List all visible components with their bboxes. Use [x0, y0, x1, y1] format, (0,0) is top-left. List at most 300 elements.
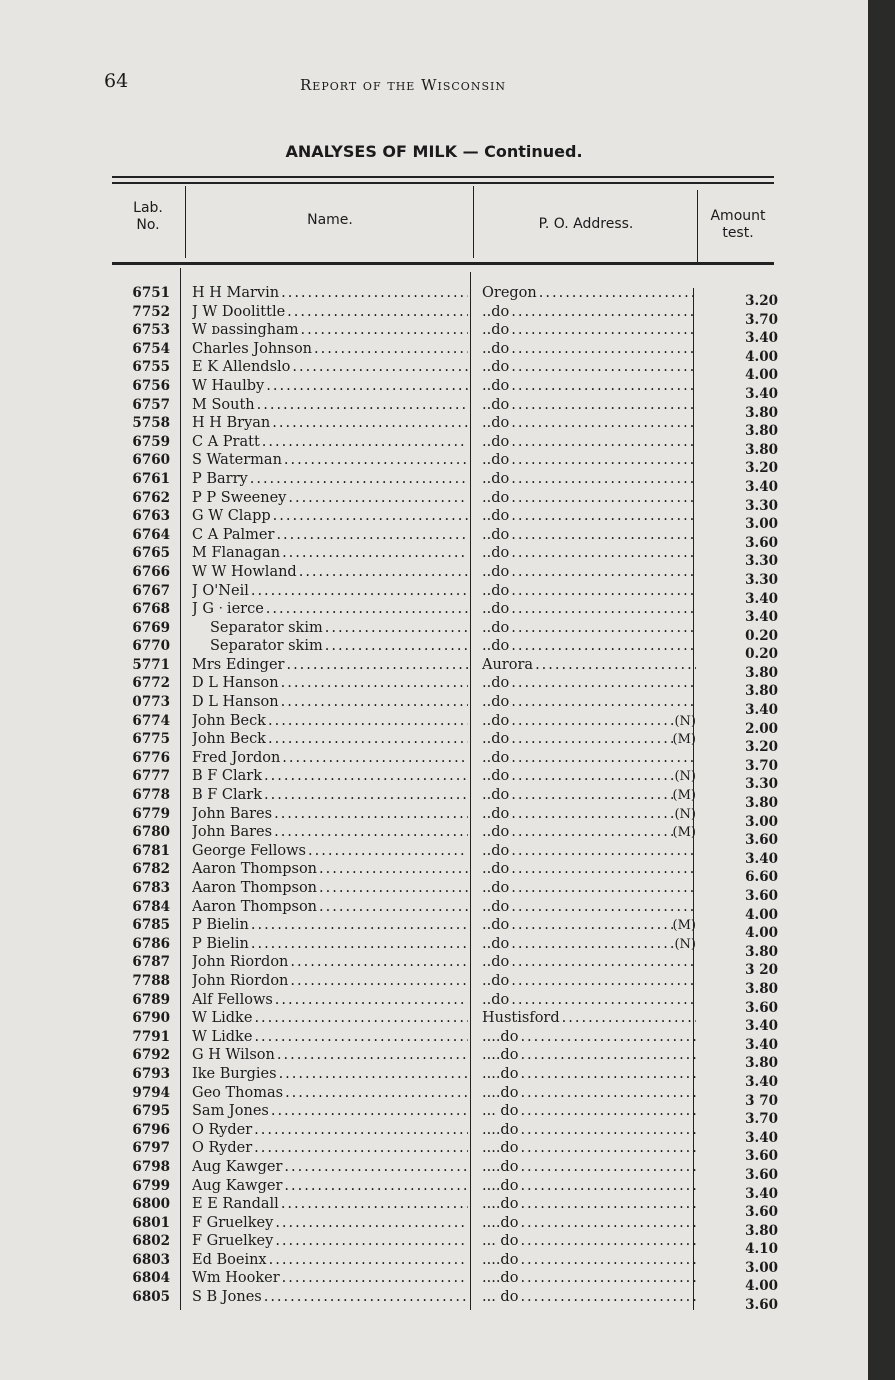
amount-value: 3.30: [745, 497, 778, 514]
name-cell: [192, 303, 468, 322]
dot-leader: [274, 823, 468, 842]
address-cell: [482, 470, 696, 489]
dot-leader: [275, 1214, 468, 1233]
dot-leader: [511, 898, 696, 917]
dot-leader: [520, 1195, 696, 1214]
lab-number: 6799: [132, 1177, 170, 1194]
amount-value: 3.80: [745, 441, 778, 458]
address-text: ..do: [482, 545, 510, 562]
address-cell: [482, 451, 696, 470]
address-text: ..do: [482, 322, 510, 339]
dot-leader: [511, 916, 672, 935]
header-amount-line2: test.: [722, 225, 754, 241]
amount-value: 3.80: [745, 404, 778, 421]
name-text: Aaron Thompson: [192, 880, 318, 896]
dot-leader: [284, 1158, 468, 1177]
header-bottom-rule: [112, 262, 774, 265]
name-text: G H Wilson: [192, 1047, 275, 1064]
name-text: O Ryder: [192, 1140, 253, 1157]
address-cell: [482, 767, 696, 786]
dot-leader: [277, 1046, 468, 1065]
header-lab-no: [116, 200, 180, 234]
amount-value: 0.20: [745, 627, 778, 644]
dot-leader: [264, 786, 468, 805]
dot-leader: [520, 1232, 696, 1251]
name-cell: [192, 470, 468, 489]
lab-number: 6759: [132, 433, 170, 450]
address-text: ..do: [482, 359, 510, 376]
lab-number: 6797: [132, 1140, 170, 1157]
address-cell: [482, 358, 696, 377]
name-text: Charles Johnson: [192, 340, 313, 357]
name-text: George Fellows: [192, 842, 307, 859]
lab-number: 6803: [132, 1251, 170, 1268]
amount-value: 3.30: [745, 571, 778, 588]
amount-value: 3.60: [745, 1148, 778, 1165]
lab-number: 6793: [132, 1065, 170, 1082]
dot-leader: [257, 396, 468, 415]
milking-tag: (N): [674, 806, 696, 822]
amount-value: 3.80: [745, 943, 778, 960]
name-cell: [192, 767, 468, 786]
address-text: ..do: [482, 489, 510, 506]
address-cell: [482, 712, 696, 731]
address-cell: [482, 1269, 696, 1288]
dot-leader: [511, 953, 696, 972]
address-cell: [482, 637, 696, 656]
name-text: P Bielin: [192, 917, 249, 934]
dot-leader: [268, 712, 468, 731]
amount-value: 3.60: [745, 1204, 778, 1221]
lab-number: 6790: [132, 1010, 170, 1027]
amount-value: 3.60: [745, 832, 778, 849]
milking-tag: (M): [672, 918, 696, 934]
amount-value: 3.40: [745, 1073, 778, 1090]
address-cell: [482, 582, 696, 601]
dot-leader: [254, 1009, 468, 1028]
dot-leader: [511, 544, 696, 563]
dot-leader: [282, 1269, 468, 1288]
dot-leader: [251, 935, 468, 954]
lab-number: 6756: [132, 377, 170, 394]
address-cell: [482, 1065, 696, 1084]
address-cell: [482, 1009, 696, 1028]
name-text: J G ᐧ ierce: [192, 601, 264, 618]
dot-leader: [281, 284, 468, 303]
milking-tag: (N): [674, 936, 696, 952]
address-text: ... do: [482, 1289, 519, 1306]
header-amount: [700, 208, 776, 242]
address-cell: [482, 544, 696, 563]
dot-leader: [511, 507, 696, 526]
lab-number: 6764: [132, 526, 170, 543]
dot-leader: [284, 1177, 468, 1196]
dot-leader: [290, 972, 468, 991]
header-name: Name.: [307, 212, 353, 228]
lab-number: 7788: [132, 972, 170, 989]
name-cell: [192, 935, 468, 954]
dot-leader: [520, 1065, 696, 1084]
name-cell: [192, 489, 468, 508]
name-cell: [192, 1121, 468, 1140]
dot-leader: [520, 1288, 696, 1307]
dot-leader: [275, 991, 468, 1010]
address-cell: [482, 656, 696, 675]
address-text: ..do: [482, 452, 510, 469]
dot-leader: [511, 842, 696, 861]
address-text: ..do: [482, 582, 510, 599]
address-text: ....do: [482, 1047, 519, 1064]
amount-value: 3.40: [745, 702, 778, 719]
address-cell: [482, 1232, 696, 1251]
name-cell: [192, 749, 468, 768]
amount-value: 3.60: [745, 888, 778, 904]
name-cell: [192, 730, 468, 749]
lab-number: 6783: [132, 880, 170, 896]
dot-leader: [520, 1177, 696, 1196]
dot-leader: [268, 730, 468, 749]
amount-value: 3 70: [745, 1092, 778, 1109]
dot-leader: [511, 805, 674, 824]
name-cell: [192, 693, 468, 712]
header-lab-line2: No.: [136, 217, 160, 233]
address-column: [482, 284, 696, 1307]
address-text: Oregon: [482, 285, 537, 301]
dot-leader: [301, 321, 468, 340]
lab-number: 6768: [132, 601, 170, 618]
amount-column: [700, 292, 778, 1315]
name-text: P Bielin: [192, 935, 249, 952]
address-cell: [482, 916, 696, 935]
address-cell: [482, 842, 696, 861]
header-amount-line1: Amount: [710, 208, 766, 224]
dot-leader: [511, 526, 696, 545]
name-text: John Riordon: [192, 954, 289, 971]
address-text: ..do: [482, 377, 510, 394]
lab-number: 6787: [132, 954, 170, 971]
lab-number: 6792: [132, 1047, 170, 1064]
dot-leader: [511, 321, 696, 340]
name-cell: [192, 953, 468, 972]
name-cell: [192, 842, 468, 861]
amount-value: 3.40: [745, 850, 778, 867]
body-divider-1: [180, 268, 181, 1310]
address-cell: [482, 284, 696, 303]
dot-leader: [511, 358, 696, 377]
name-text: J W Doolittle: [192, 303, 286, 320]
address-text: ..do: [482, 415, 510, 432]
address-cell: [482, 786, 696, 805]
lab-number: 6760: [132, 452, 170, 469]
name-text: C A Pratt: [192, 433, 260, 450]
dot-leader: [319, 879, 468, 898]
name-cell: [192, 1084, 468, 1103]
dot-leader: [520, 1102, 696, 1121]
lab-number: 6766: [132, 563, 170, 580]
name-cell: [192, 582, 468, 601]
name-cell: [192, 340, 468, 359]
address-text: ..do: [482, 396, 510, 413]
amount-value: 3.60: [745, 1297, 778, 1314]
header-lab-line1: Lab.: [133, 200, 163, 216]
address-text: ..do: [482, 675, 510, 692]
name-cell: [192, 860, 468, 879]
amount-value: 3.40: [745, 609, 778, 626]
address-cell: [482, 1046, 696, 1065]
dot-leader: [275, 1232, 468, 1251]
dot-leader: [254, 1028, 468, 1047]
dot-leader: [511, 396, 696, 415]
address-cell: [482, 433, 696, 452]
address-cell: [482, 693, 696, 712]
dot-leader: [511, 470, 696, 489]
dot-leader: [520, 1251, 696, 1270]
address-cell: [482, 730, 696, 749]
dot-leader: [319, 860, 468, 879]
lab-number: 6761: [132, 470, 170, 487]
dot-leader: [271, 1102, 468, 1121]
dot-leader: [511, 991, 696, 1010]
address-text: ..do: [482, 935, 510, 952]
name-cell: [192, 284, 468, 303]
name-text: Separator skim: [210, 638, 323, 655]
lab-number: 6795: [132, 1103, 170, 1120]
name-cell: [192, 1028, 468, 1047]
dot-leader: [264, 1288, 468, 1307]
name-cell: [192, 1139, 468, 1158]
dot-leader: [511, 749, 696, 768]
dot-leader: [511, 674, 696, 693]
dot-leader: [282, 749, 468, 768]
name-text: John Bares: [192, 805, 273, 822]
lab-number: 9794: [132, 1084, 170, 1101]
name-text: John Beck: [192, 731, 266, 748]
name-cell: [192, 991, 468, 1010]
name-text: Fred Jordon: [192, 749, 281, 766]
name-text: B F Clark: [192, 787, 263, 804]
address-text: ..do: [482, 972, 510, 989]
address-text: ....do: [482, 1196, 519, 1213]
address-cell: [482, 749, 696, 768]
lab-number: 6779: [132, 805, 170, 822]
amount-value: 4.00: [745, 348, 778, 365]
dot-leader: [269, 1251, 468, 1270]
address-text: ..do: [482, 433, 510, 450]
address-text: ..do: [482, 694, 510, 711]
dot-leader: [314, 340, 468, 359]
address-cell: [482, 526, 696, 545]
name-cell: [192, 1288, 468, 1307]
name-cell: [192, 786, 468, 805]
address-text: ..do: [482, 601, 510, 618]
name-column: [192, 284, 468, 1307]
dot-leader: [274, 805, 468, 824]
lab-number: 6776: [132, 749, 170, 766]
dot-leader: [562, 1009, 696, 1028]
name-text: B F Clark: [192, 768, 263, 785]
amount-value: 3.40: [745, 478, 778, 495]
dot-leader: [287, 303, 468, 322]
amount-value: 3.60: [745, 999, 778, 1016]
amount-value: 3.80: [745, 1222, 778, 1239]
header-divider-3: [697, 190, 698, 262]
name-text: Mrs Edinger: [192, 656, 285, 673]
dot-leader: [511, 377, 696, 396]
address-text: ..do: [482, 954, 510, 971]
name-cell: [192, 1177, 468, 1196]
name-text: W Lidke: [192, 1028, 253, 1045]
address-cell: [482, 953, 696, 972]
dot-leader: [511, 935, 674, 954]
name-cell: [192, 674, 468, 693]
name-cell: [192, 1046, 468, 1065]
dot-leader: [511, 563, 696, 582]
name-cell: [192, 396, 468, 415]
lab-number: 6751: [132, 285, 170, 301]
name-text: O Ryder: [192, 1121, 253, 1138]
dot-leader: [250, 470, 468, 489]
address-cell: [482, 1158, 696, 1177]
address-text: ..do: [482, 638, 510, 655]
name-cell: [192, 526, 468, 545]
name-text: S Waterman: [192, 452, 282, 469]
lab-number: 6754: [132, 340, 170, 357]
name-cell: [192, 805, 468, 824]
lab-number: 6782: [132, 861, 170, 878]
address-cell: [482, 935, 696, 954]
dot-leader: [511, 451, 696, 470]
lab-number: 6805: [132, 1289, 170, 1306]
name-text: J O'Neil: [192, 582, 249, 599]
dot-leader: [520, 1269, 696, 1288]
lab-number: 6780: [132, 824, 170, 841]
dot-leader: [511, 303, 696, 322]
name-text: Separator skim: [210, 619, 323, 636]
name-text: H H Bryan: [192, 415, 271, 432]
name-text: E K Allendslo: [192, 359, 291, 376]
amount-value: 3.70: [745, 1111, 778, 1128]
lab-number: 7752: [132, 303, 170, 320]
dot-leader: [511, 879, 696, 898]
name-cell: [192, 433, 468, 452]
top-double-rule-a: [112, 176, 774, 178]
amount-value: 3.40: [745, 330, 778, 347]
address-cell: [482, 303, 696, 322]
lab-number: 6804: [132, 1270, 170, 1287]
name-cell: [192, 1158, 468, 1177]
dot-leader: [292, 358, 468, 377]
lab-number: 6802: [132, 1233, 170, 1250]
header-divider-2: [473, 186, 474, 258]
amount-value: 3.80: [745, 664, 778, 681]
amount-value: 3.30: [745, 553, 778, 570]
name-text: W W Howland: [192, 563, 297, 580]
dot-leader: [511, 786, 672, 805]
name-text: C A Palmer: [192, 526, 275, 543]
address-cell: [482, 879, 696, 898]
name-cell: [192, 544, 468, 563]
dot-leader: [273, 507, 468, 526]
amount-value: 3.70: [745, 757, 778, 774]
dot-leader: [325, 619, 468, 638]
amount-value: 3 20: [745, 962, 778, 979]
address-text: ..do: [482, 768, 510, 785]
amount-value: 0.20: [745, 646, 778, 663]
lab-number: 6778: [132, 787, 170, 804]
address-text: ..do: [482, 563, 510, 580]
lab-number: 6801: [132, 1214, 170, 1231]
address-text: Aurora: [482, 656, 534, 673]
name-text: D L Hanson: [192, 675, 279, 692]
running-head: Report of the Wisconsin: [300, 76, 506, 94]
address-cell: [482, 1139, 696, 1158]
address-cell: [482, 805, 696, 824]
dot-leader: [511, 340, 696, 359]
dot-leader: [282, 544, 468, 563]
name-text: M South: [192, 396, 255, 413]
lab-number: 6767: [132, 582, 170, 599]
name-text: G W Clapp: [192, 508, 271, 525]
address-cell: [482, 1195, 696, 1214]
dot-leader: [266, 377, 468, 396]
amount-value: 3.60: [745, 1166, 778, 1183]
dot-leader: [281, 1195, 468, 1214]
address-text: ....do: [482, 1270, 519, 1287]
lab-number: 6763: [132, 508, 170, 525]
address-cell: [482, 972, 696, 991]
address-cell: [482, 1177, 696, 1196]
name-text: F Gruelkey: [192, 1214, 274, 1231]
address-text: ....do: [482, 1028, 519, 1045]
name-text: H H Marvin: [192, 285, 280, 301]
name-text: W Lidke: [192, 1010, 253, 1027]
lab-number: 6798: [132, 1158, 170, 1175]
name-cell: [192, 451, 468, 470]
amount-value: 3.20: [745, 293, 778, 309]
dot-leader: [279, 1065, 468, 1084]
lab-number: 6769: [132, 619, 170, 636]
address-text: ..do: [482, 917, 510, 934]
address-cell: [482, 1214, 696, 1233]
header-address: P. O. Address.: [538, 216, 634, 232]
dot-leader: [288, 489, 468, 508]
amount-value: 3.80: [745, 423, 778, 440]
name-cell: [192, 1232, 468, 1251]
dot-leader: [254, 1139, 468, 1158]
dot-leader: [511, 972, 696, 991]
name-text: Aug Kawger: [192, 1158, 283, 1175]
name-cell: [192, 1251, 468, 1270]
dot-leader: [520, 1028, 696, 1047]
name-cell: [192, 916, 468, 935]
name-cell: [192, 1065, 468, 1084]
address-text: ....do: [482, 1158, 519, 1175]
lab-number: 5758: [132, 415, 170, 432]
dot-leader: [251, 916, 468, 935]
milking-tag: (M): [672, 788, 696, 804]
name-text: Aaron Thompson: [192, 861, 318, 878]
dot-leader: [286, 656, 468, 675]
name-text: Aug Kawger: [192, 1177, 283, 1194]
name-text: Wm Hooker: [192, 1270, 280, 1287]
name-text: M Flanagan: [192, 545, 281, 562]
dot-leader: [535, 656, 696, 675]
address-text: ..do: [482, 470, 510, 487]
name-cell: [192, 823, 468, 842]
amount-value: 3.40: [745, 1018, 778, 1035]
address-text: ....do: [482, 1140, 519, 1157]
address-cell: [482, 674, 696, 693]
